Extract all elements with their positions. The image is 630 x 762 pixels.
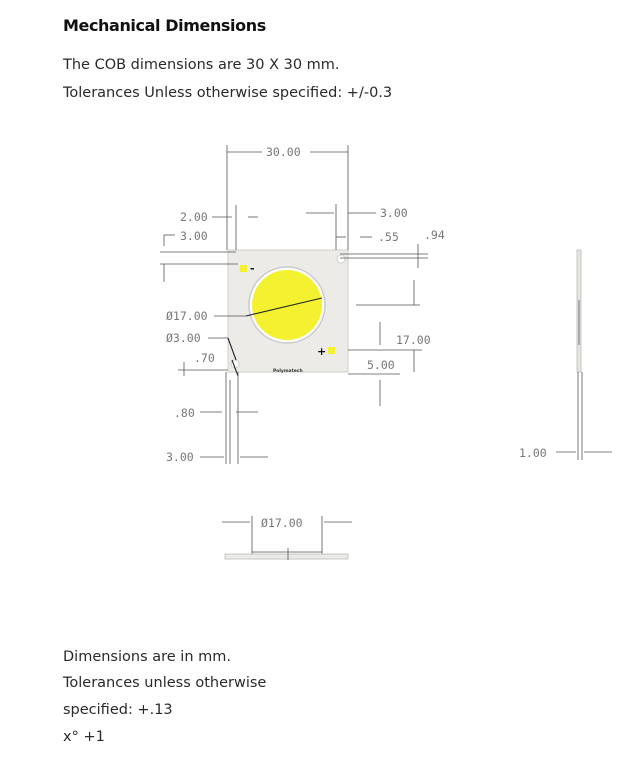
dim-hole-diameter: Ø3.00: [166, 331, 201, 345]
led-emitter: [252, 270, 322, 340]
intro-dimensions: The COB dimensions are 30 X 30 mm.: [63, 57, 340, 73]
dim-vertical-5: 5.00: [367, 358, 395, 372]
dim-left-offset: 2.00: [180, 210, 208, 224]
note-angle: x° +1: [63, 729, 105, 745]
dim-bottom-80: .80: [174, 406, 195, 420]
pad-negative: [240, 265, 247, 272]
dim-led-diameter: Ø17.00: [166, 309, 208, 323]
dim-width: 30.00: [266, 145, 301, 159]
pad-positive-label: +: [317, 345, 327, 358]
bottom-view-body: [225, 554, 348, 559]
dim-left-offset-2: 3.00: [180, 229, 208, 243]
dim-right-small-2: .94: [424, 228, 445, 242]
dim-right-offset: 3.00: [380, 206, 408, 220]
dim-vertical-17: 17.00: [396, 333, 431, 347]
note-tolerance-1: Tolerances unless otherwise: [63, 675, 267, 691]
dim-bottom-view-diameter: Ø17.00: [261, 516, 303, 530]
dim-hole-offset: .70: [194, 351, 215, 365]
dim-bottom-3: 3.00: [166, 450, 194, 464]
intro-tolerances: Tolerances Unless otherwise specified: +/-0.3: [63, 85, 393, 101]
note-tolerance-2: specified: +.13: [63, 702, 173, 718]
note-units: Dimensions are in mm.: [63, 649, 231, 665]
dim-side-thickness: 1.00: [519, 446, 547, 460]
pad-negative-label: -: [250, 262, 255, 275]
dim-right-small: .55: [378, 230, 399, 244]
section-heading: Mechanical Dimensions: [63, 16, 266, 35]
pad-positive: [328, 347, 335, 354]
brand-label: Polymatech: [273, 369, 303, 374]
mounting-hole-top: [337, 255, 345, 263]
